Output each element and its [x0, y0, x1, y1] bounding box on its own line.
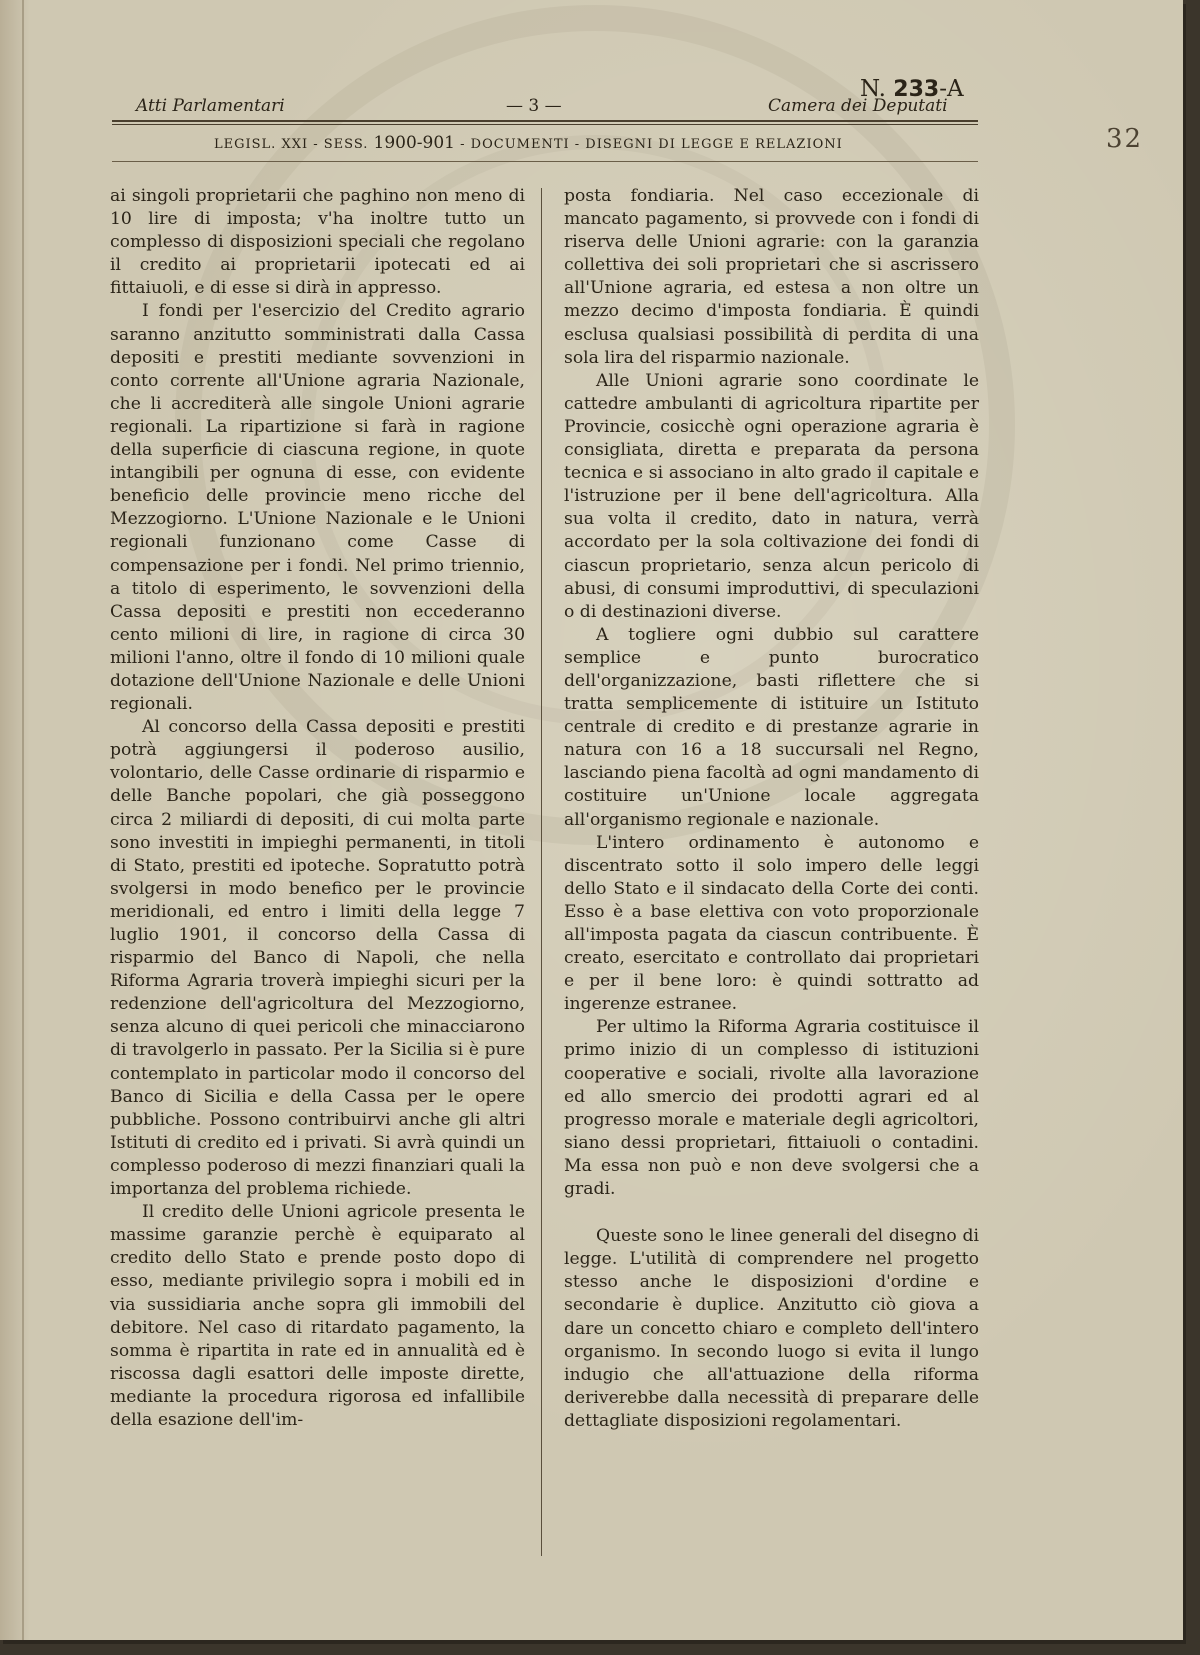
paragraph: L'intero ordinamento è autonomo e discentrato sotto il solo impero delle leggi dello Stato e il sindacato della Corte dei conti. Esso è a base elettiva con voto proporzionale all'imposta pagata da ciascun contribuente. È creato, esercitato e controllato dai proprietari e per il bene loro: è quindi sottratto ad ingerenze estranee. — [564, 832, 979, 1015]
doc-number-suffix: -A — [939, 76, 964, 102]
header-publication: Atti Parlamentari — [136, 96, 285, 116]
paragraph: ai singoli proprietarii che paghino non meno di 10 lire di imposta; v'ha inoltre tutto un complesso di disposizioni speciali che regolano il credito ai proprietarii ipotecati ed ai fittaiuoli, e di esse si dirà in appresso. — [110, 186, 525, 299]
paragraph: A togliere ogni dubbio sul carattere semplice e punto burocratico dell'organizzazione, basti riflettere che si tratta semplicemente di istituire un Istituto centrale di credito e di prestanze agrarie in natura con 16 a 18 succursali nel Regno, lasciando piena facoltà ad ogni mandamento di costituire un'Unione locale aggregata all'organismo regionale e nazionale. — [564, 624, 979, 830]
header-rule-thin — [112, 124, 978, 125]
archive-stamp-number: 32 — [1106, 124, 1144, 154]
header-page-number: — 3 — — [506, 96, 562, 116]
paragraph: Al concorso della Cassa depositi e prestiti potrà aggiungersi il poderoso ausilio, volontario, delle Casse ordinarie di risparmio e delle Banche popolari, che già posseggono circa 2 miliardi di depositi, di cui molta parte sono investiti in impieghi permanenti, in titoli di Stato, prestiti ed ipoteche. Sopratutto potrà svolgersi in modo benefico per le provincie meridionali, ed entro i limiti della legge 7 luglio 1901, il concorso della Cassa di risparmio del Banco di Napoli, che nella Riforma Agraria troverà impieghi sicuri per la redenzione dell'agricoltura del Mezzogiorno, senza alcuno di quei pericoli che minacciarono di travolgerlo in passato. Per la Sicilia si è pure contemplato in particolar modo il concorso del Banco di Sicilia e della Cassa per le opere pubbliche. Possono contribuirvi anche gli altri Istituti di credito ed i privati. Si avrà quindi un complesso poderoso di mezzi finanziari quali la importanza del problema richiede. — [110, 717, 525, 1200]
paragraph: Queste sono le linee generali del disegno di legge. L'utilità di comprendere nel progetto stesso anche le disposizioni d'ordine e secondarie è duplice. Anzitutto ciò giova a dare un concetto chiaro e completo dell'intero organismo. In secondo luogo si evita il lungo indugio che all'attuazione della riforma deriverebbe dalla necessità di preparare delle dettagliate disposizioni regolamentari. — [564, 1226, 979, 1431]
header-chamber: Camera dei Deputati — [768, 96, 948, 116]
document-number — [860, 76, 964, 102]
right-column — [564, 185, 979, 1433]
left-column — [110, 185, 525, 1432]
legislature-session: LEGISL. XXI - SESS. — [214, 137, 369, 152]
header-rule-thick — [112, 120, 978, 122]
header-legislature-line — [214, 133, 843, 153]
paragraph: I fondi per l'esercizio del Credito agrario saranno anzitutto somministrati dalla Cassa depositi e prestiti mediante sovvenzioni in conto corrente all'Unione agraria Nazionale, che li accrediterà alle singole Unioni agrarie regionali. La ripartizione si farà in ragione della superficie di ciascuna regione, in quote intangibili per ognuna di esse, con evidente beneficio delle provincie meno ricche del Mezzogiorno. L'Unione Nazionale e le Unioni regionali funzionano come Casse di compensazione per i fondi. Nel primo triennio, a titolo di esperimento, le sovvenzioni della Cassa depositi e prestiti non eccederanno cento milioni di lire, in ragione di circa 30 milioni l'anno, oltre il fondo di 10 milioni quale dotazione dell'Unione Nazionale e delle Unioni regionali. — [110, 301, 525, 715]
legislature-years: 1900-901 — [373, 133, 456, 153]
paragraph: Il credito delle Unioni agricole presenta le massime garanzie perchè è equiparato al credito dello Stato e prende posto dopo di esso, mediante privilegio sopra i mobili ed in via sussidiaria anche sopra gli immobili del debitore. Nel caso di ritardato pagamento, la somma è ripartita in rate ed in annualità ed è riscossa dagli esattori delle imposte dirette, mediante la procedura rigorosa ed infallibile della esazione dell'im- — [110, 1202, 525, 1430]
column-divider — [541, 188, 542, 1556]
legislature-section: - DOCUMENTI - DISEGNI DI LEGGE E RELAZIONI — [460, 137, 843, 152]
binding-edge — [22, 0, 24, 1640]
header-rule-bottom — [112, 161, 978, 162]
paragraph: posta fondiaria. Nel caso eccezionale di mancato pagamento, si provvede con i fondi di riserva delle Unioni agrarie: con la garanzia collettiva dei soli proprietari che si ascrissero all'Unione agraria, ed estesa a non oltre un mezzo decimo d'imposta fondiaria. È quindi esclusa qualsiasi possibilità di perdita di una sola lira del risparmio nazionale. — [564, 186, 979, 368]
paragraph: Per ultimo la Riforma Agraria costituisce il primo inizio di un complesso di istituzioni cooperative e sociali, rivolte alla lavorazione ed allo smercio dei prodotti agrari ed al progresso morale e materiale degli agricoltori, siano dessi proprietari, fittaiuoli o contadini. Ma essa non può e non deve svolgersi che a gradi. — [564, 1017, 979, 1200]
paragraph: Alle Unioni agrarie sono coordinate le cattedre ambulanti di agricoltura ripartite per Provincie, cosicchè ogni operazione agraria è consigliata, diretta e preparata da persona tecnica e si associano in alto grado il capitale e l'istruzione per il bene dell'agricoltura. Alla sua volta il credito, dato in natura, verrà accordato per la sola coltivazione dei fondi di ciascun proprietario, senza alcun pericolo di abusi, di consumi improduttivi, di speculazioni o di destinazioni diverse. — [564, 370, 979, 622]
doc-number-value: 233 — [893, 77, 940, 102]
doc-number-prefix: N. — [860, 76, 886, 102]
